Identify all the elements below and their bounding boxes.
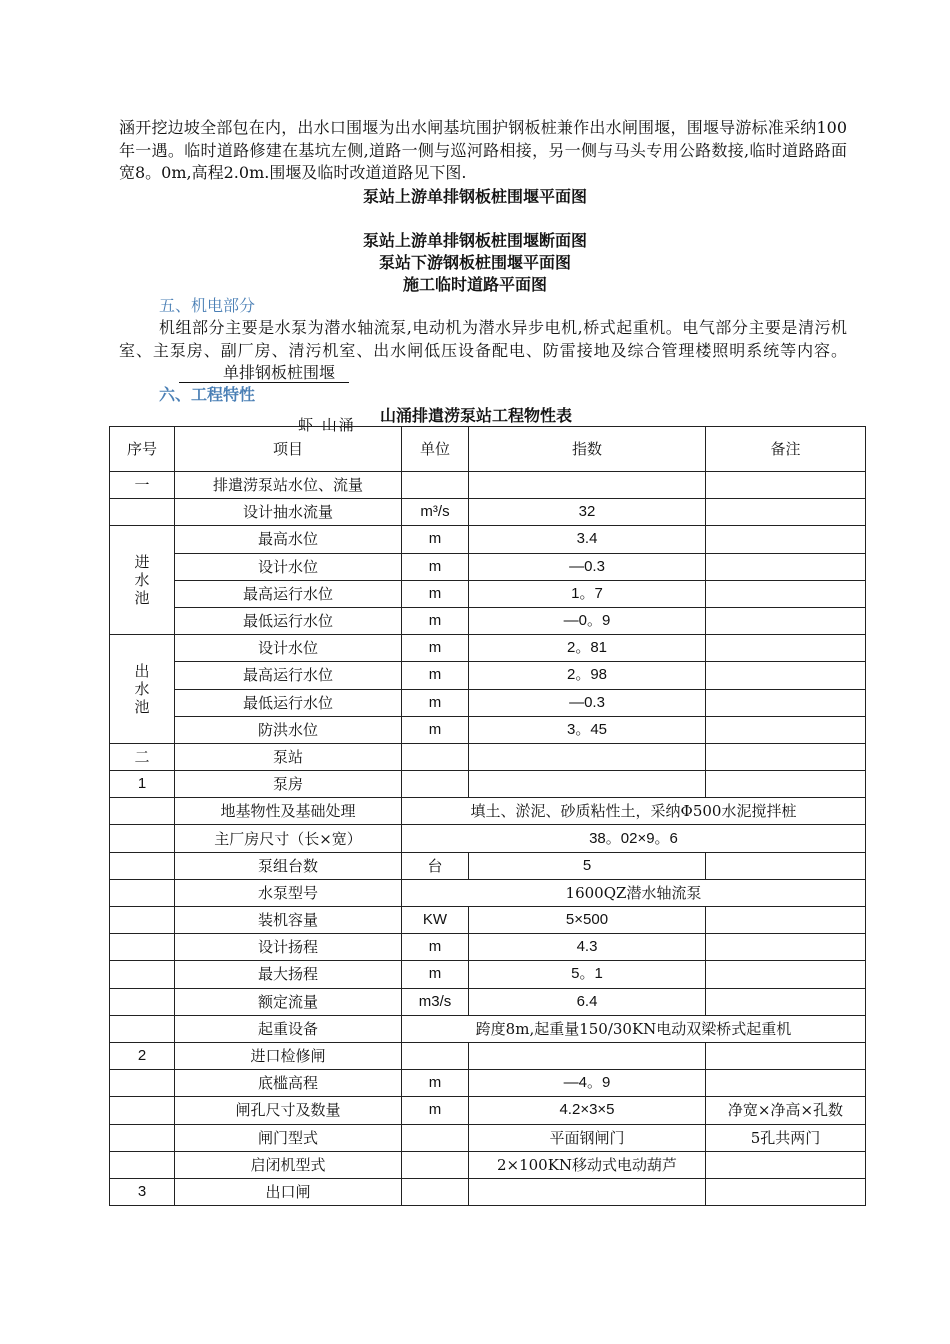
cell-merged-value: 1600QZ潜水轴流泵 [402,879,866,906]
cell-value [469,771,706,798]
cell-merged-value: 38。02×9。6 [402,825,866,852]
cell-value: 2×100KN移动式电动葫芦 [469,1151,706,1178]
cell-unit [402,771,469,798]
table-row [110,988,866,1015]
cell-value: 1。7 [469,580,706,607]
figure-caption-upstream-plan: 泵站上游单排钢板桩围堰平面图 [362,187,587,206]
cell-item: 设计水位 [175,553,402,580]
table-row [110,607,866,634]
figure-caption-upstream-section: 泵站上游单排钢板桩围堰断面图 [362,231,587,250]
cell-note [706,771,866,798]
table-row [110,580,866,607]
cell-value: —0.3 [469,689,706,716]
cell-value: 2。98 [469,662,706,689]
table-row [110,553,866,580]
cell-note [706,907,866,934]
cell-item: 设计水位 [175,635,402,662]
cell-value [469,472,706,499]
cell-item: 泵组台数 [175,852,402,879]
section-5-text: 机组部分主要是水泵为潜水轴流泵,电动机为潜水异步电机,桥式起重机。电气部分主要是清污机室、主泵房、副厂房、清污机室、出水闸低压设备配电、防雷接地及综合管理楼照明系统等内容。 [119,318,847,360]
cell-unit [402,1178,469,1205]
cell-no: 2 [110,1042,175,1069]
cell-no [110,825,175,852]
cell-value [469,1178,706,1205]
table-row [110,1097,866,1124]
cell-value: 32 [469,499,706,526]
table-row [110,662,866,689]
cell-item: 额定流量 [175,988,402,1015]
table-header-row [110,427,866,472]
cell-unit: m [402,1070,469,1097]
intro-paragraph: 涵开挖边坡全部包在内，出水口围堰为出水闸基坑围护钢板桩兼作出水闸围堰，围堰导游标准采纳100年一遇。临时道路修建在基坑左侧,道路一侧与巡河路相接，另一侧与马头专用公路数接,临时道路路面宽8。0m,高程2.0m.围堰及临时改道道路见下图. [119,118,847,182]
table-row [110,825,866,852]
cell-no [110,1070,175,1097]
cell-value: 3。45 [469,716,706,743]
cell-value: 6.4 [469,988,706,1015]
cell-item: 最高运行水位 [175,662,402,689]
cell-no: 3 [110,1178,175,1205]
cell-no [110,1124,175,1151]
table-row [110,1042,866,1069]
cell-unit: m [402,526,469,553]
table-row [110,1151,866,1178]
cell-no: 一 [110,472,175,499]
cell-no [110,988,175,1015]
cell-note [706,580,866,607]
cell-unit: m [402,1097,469,1124]
cell-unit: m [402,553,469,580]
cell-no: 二 [110,743,175,770]
cell-unit: m [402,580,469,607]
cell-item: 最大扬程 [175,961,402,988]
table-row [110,879,866,906]
header-cell: 指数 [469,427,706,472]
cell-unit: 台 [402,852,469,879]
cell-note [706,472,866,499]
underline-label: 单排钢板桩围堰 [179,363,349,383]
table-row [110,934,866,961]
cell-value [469,1042,706,1069]
cell-unit: m [402,635,469,662]
cell-note [706,635,866,662]
cell-item: 水泵型号 [175,879,402,906]
cell-note [706,1151,866,1178]
engineering-properties-table [109,426,866,1206]
cell-no [110,1151,175,1178]
cell-note [706,1178,866,1205]
cell-value: 2。81 [469,635,706,662]
cell-unit: m [402,716,469,743]
cell-item: 防洪水位 [175,716,402,743]
cell-no [110,879,175,906]
cell-item: 排遣涝泵站水位、流量 [175,472,402,499]
cell-note [706,988,866,1015]
cell-unit [402,1124,469,1151]
cell-value: 5 [469,852,706,879]
cell-value: 4.2×3×5 [469,1097,706,1124]
cell-note [706,934,866,961]
table-row [110,961,866,988]
cell-note [706,1070,866,1097]
cell-unit: m [402,934,469,961]
group-label-outlet [110,635,175,744]
figure-caption-downstream-plan: 泵站下游钢板桩围堰平面图 [378,253,571,272]
cell-note: 5孔共两门 [706,1124,866,1151]
cell-note [706,662,866,689]
cell-item: 设计抽水流量 [175,499,402,526]
cell-unit: m [402,961,469,988]
cell-no [110,907,175,934]
cell-item: 底槛高程 [175,1070,402,1097]
table-row [110,716,866,743]
cell-value: 4.3 [469,934,706,961]
table-row [110,689,866,716]
table-row [110,852,866,879]
cell-value: 5×500 [469,907,706,934]
cell-item: 进口检修闸 [175,1042,402,1069]
cell-unit [402,1042,469,1069]
cell-item: 最低运行水位 [175,607,402,634]
cell-value: 平面钢闸门 [469,1124,706,1151]
group-label-inlet-text: 进水池 [134,553,150,608]
cell-item: 闸门型式 [175,1124,402,1151]
cell-value: —0。9 [469,607,706,634]
section-5-paragraph [119,317,847,385]
cell-no: 1 [110,771,175,798]
cell-item: 装机容量 [175,907,402,934]
cell-no [110,934,175,961]
cell-note [706,526,866,553]
cell-value: 3.4 [469,526,706,553]
cell-unit: KW [402,907,469,934]
cell-merged-value: 填土、淤泥、砂质粘性土，采纳Φ500水泥搅拌桩 [402,798,866,825]
cell-unit: m [402,689,469,716]
cell-no [110,1015,175,1042]
cell-item: 最高运行水位 [175,580,402,607]
table-row [110,1070,866,1097]
table-row [110,798,866,825]
cell-value [469,743,706,770]
cell-item: 出口闸 [175,1178,402,1205]
cell-no [110,852,175,879]
cell-item: 最高水位 [175,526,402,553]
header-cell: 单位 [402,427,469,472]
table-row [110,771,866,798]
cell-unit: m3/s [402,988,469,1015]
cell-note [706,689,866,716]
header-cell: 序号 [110,427,175,472]
cell-item: 泵站 [175,743,402,770]
table-row [110,499,866,526]
group-label-outlet-text: 出水池 [134,662,150,716]
cell-value: —4。9 [469,1070,706,1097]
section-6-heading: 六、工程特性 [159,385,256,404]
cell-item: 地基物性及基础处理 [175,798,402,825]
cell-note [706,961,866,988]
cell-note [706,607,866,634]
cell-item: 主厂房尺寸（长×宽） [175,825,402,852]
cell-note [706,716,866,743]
header-cell: 备注 [706,427,866,472]
cell-note [706,499,866,526]
cell-item: 最低运行水位 [175,689,402,716]
side-label: 虾 山涌 [298,416,356,434]
cell-value: 5。1 [469,961,706,988]
cell-note: 净宽×净高×孔数 [706,1097,866,1124]
table-row [110,635,866,662]
cell-item: 闸孔尺寸及数量 [175,1097,402,1124]
cell-merged-value: 跨度8m,起重量150/30KN电动双梁桥式起重机 [402,1015,866,1042]
cell-unit: m³/s [402,499,469,526]
cell-no [110,1097,175,1124]
table-row [110,472,866,499]
table-row [110,1124,866,1151]
cell-note [706,553,866,580]
cell-value: —0.3 [469,553,706,580]
table-row [110,1015,866,1042]
cell-no [110,499,175,526]
table-title: 山涌排遣涝泵站工程物性表 [380,406,573,425]
table-row [110,526,866,553]
cell-no [110,961,175,988]
group-label-inlet [110,526,175,635]
cell-item: 泵房 [175,771,402,798]
cell-unit: m [402,662,469,689]
cell-item: 设计扬程 [175,934,402,961]
cell-note [706,743,866,770]
header-cell: 项目 [175,427,402,472]
cell-unit [402,1151,469,1178]
figure-caption-temp-road: 施工临时道路平面图 [402,275,547,294]
section-5-heading: 五、机电部分 [159,296,256,315]
cell-note [706,1042,866,1069]
cell-item: 启闭机型式 [175,1151,402,1178]
cell-item: 起重设备 [175,1015,402,1042]
table-row [110,907,866,934]
cell-unit: m [402,607,469,634]
table-row [110,743,866,770]
cell-no [110,798,175,825]
cell-unit [402,743,469,770]
table-row [110,1178,866,1205]
cell-unit [402,472,469,499]
cell-note [706,852,866,879]
